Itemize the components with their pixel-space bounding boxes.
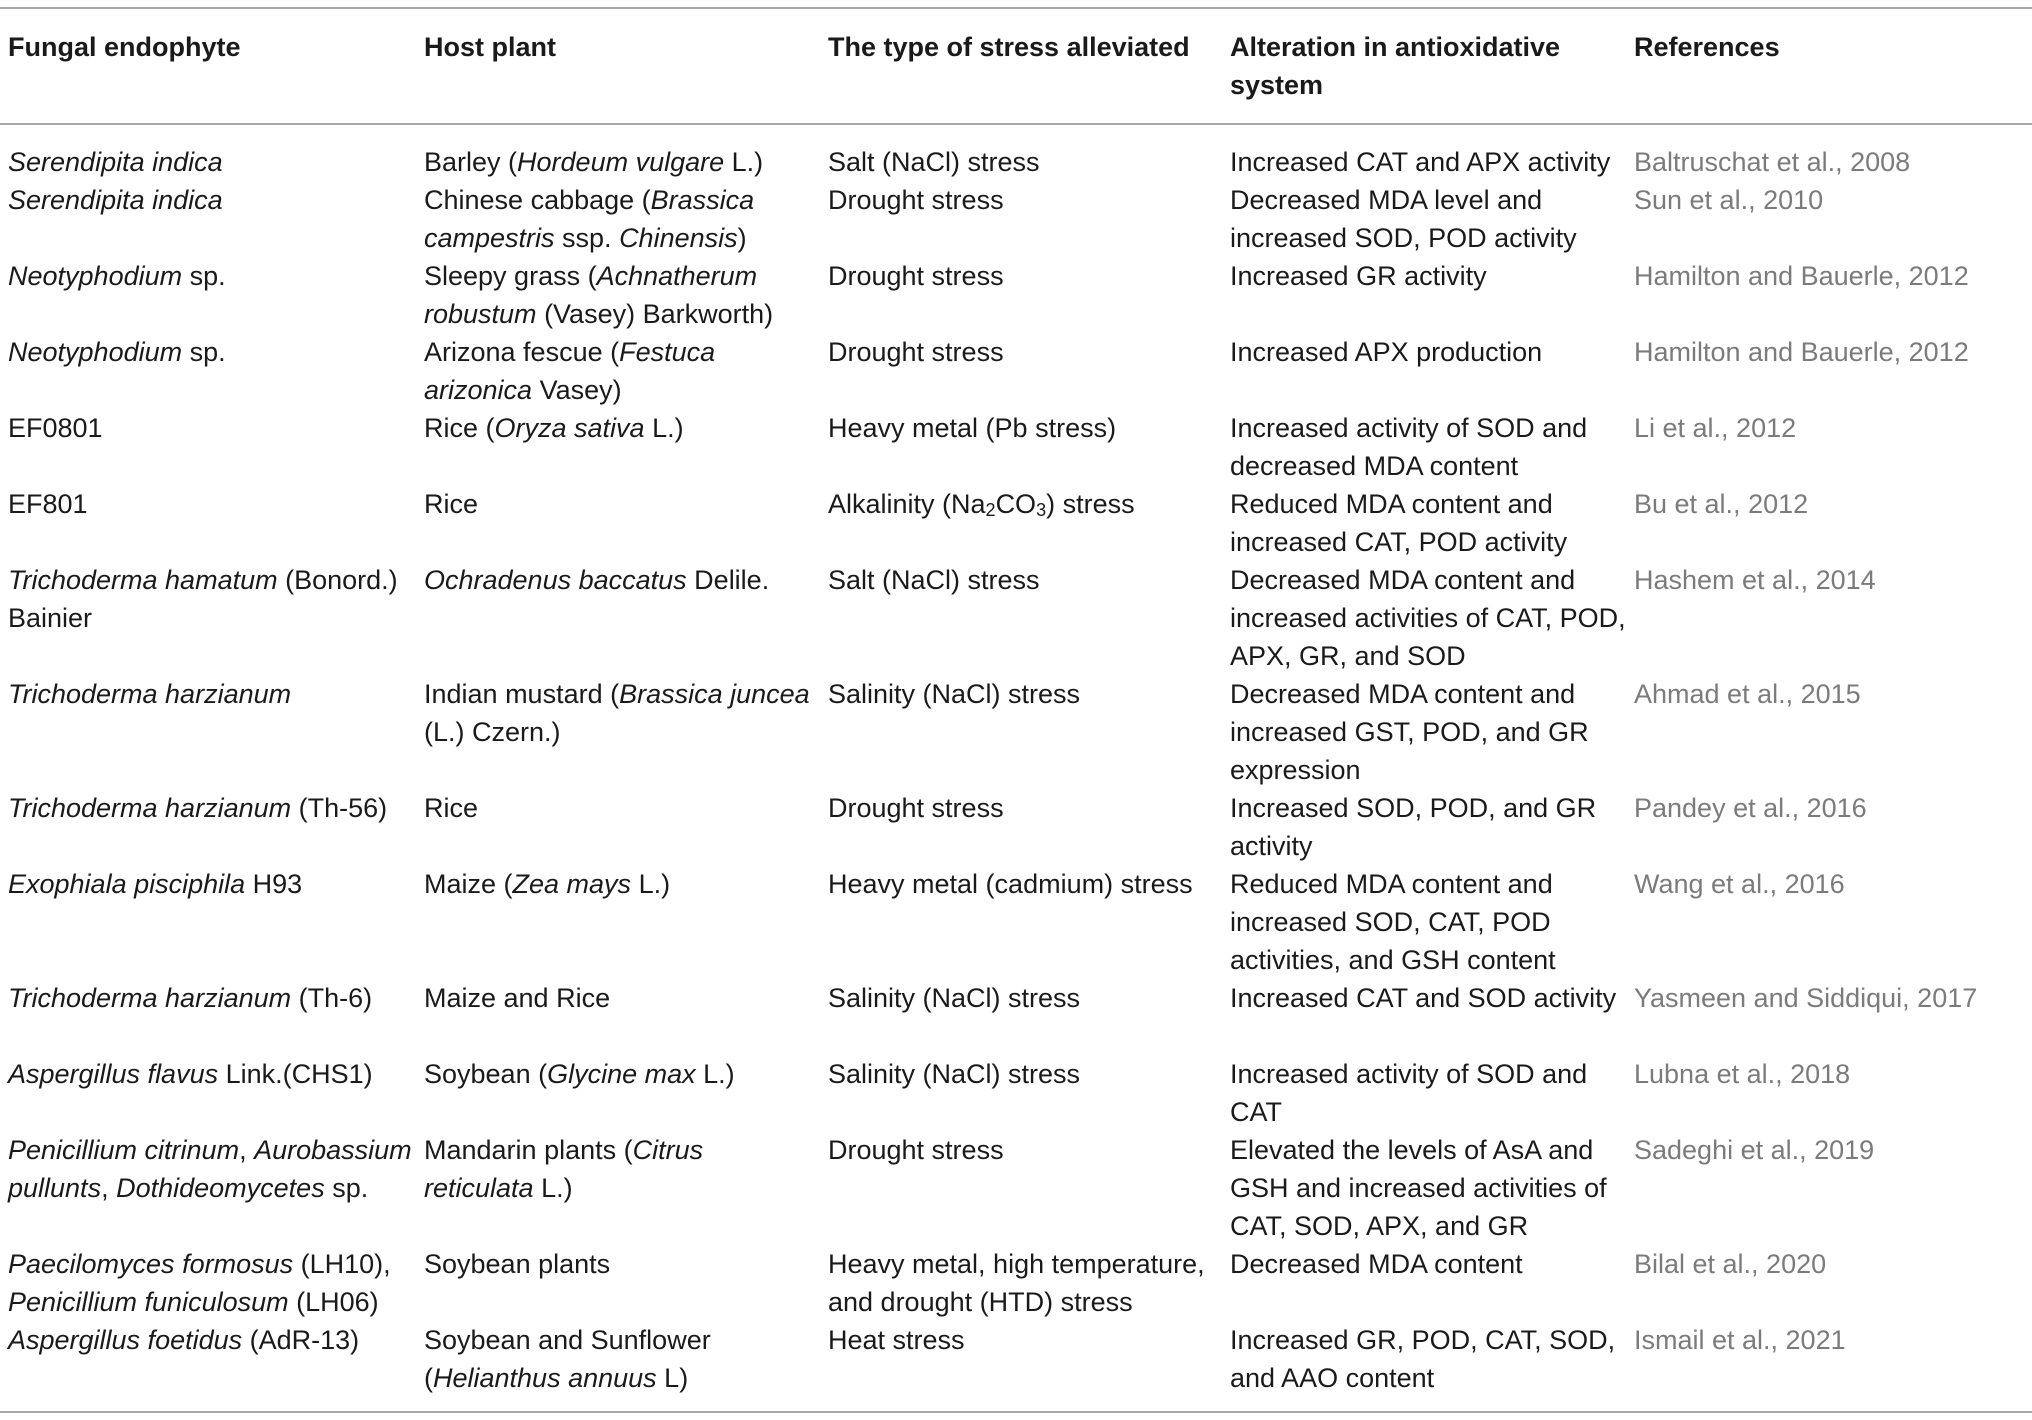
cell-host-plant [424,333,814,409]
cell-stress-type [828,865,1228,903]
cell-reference-link[interactable]: Hamilton and Bauerle, 2012 [1634,261,1969,291]
text-run: Arizona fescue ( [424,337,620,367]
cell-fungal-endophyte [8,789,418,827]
table-top-rule [0,7,2032,9]
cell-fungal-endophyte [8,675,418,713]
text-run: Heavy metal (cadmium) stress [828,869,1193,899]
italic-run: Hordeum vulgare [517,147,725,177]
text-run: Rice [424,489,479,519]
text-run: Heat stress [828,1325,965,1355]
cell-reference-link[interactable]: Yasmeen and Siddiqui, 2017 [1634,983,1978,1013]
cell-host-plant [424,1245,814,1283]
cell-antioxidative-alteration: Increased APX production [1230,337,1543,367]
cell-antioxidative-alteration: Elevated the levels of AsA and GSH and increased activities of CAT, SOD, APX, and GR [1230,1135,1607,1241]
table-bottom-rule [0,1411,2032,1413]
text-run: Salinity (NaCl) stress [828,1059,1081,1089]
italic-run: Paecilomyces formosus [8,1249,294,1279]
cell-stress-type [828,1055,1228,1093]
cell-stress-type [828,143,1228,181]
text-run: H93 [245,869,303,899]
italic-run: Citrus reticulata [424,1135,704,1203]
cell-host-plant [424,257,814,333]
text-run: Salt (NaCl) stress [828,147,1040,177]
cell-stress-type [828,485,1228,523]
cell-host-plant [424,675,814,751]
text-run: Heavy metal (Pb stress) [828,413,1117,443]
italic-run: Neotyphodium [8,337,183,367]
text-run: (LH10), [293,1249,391,1279]
cell-host-plant [424,865,814,903]
text-run: Soybean and Sunflower ( [424,1325,711,1393]
cell-antioxidative-alteration: Decreased MDA level and increased SOD, POD activity [1230,185,1577,253]
cell-fungal-endophyte [8,1245,418,1321]
cell-fungal-endophyte [8,333,418,371]
cell-antioxidative-alteration: Decreased MDA content [1230,1249,1523,1279]
cell-stress-type [828,181,1228,219]
text-run: Maize and Rice [424,983,611,1013]
header-host-plant: Host plant [424,32,556,62]
cell-reference-link[interactable]: Bu et al., 2012 [1634,489,1809,519]
cell-reference-link[interactable]: Pandey et al., 2016 [1634,793,1867,823]
italic-run: Aspergillus flavus [8,1059,219,1089]
italic-run: Penicillium funiculosum [8,1287,289,1317]
text-run: Maize ( [424,869,513,899]
italic-run: Brassica campestris [424,185,755,253]
cell-reference-link[interactable]: Hamilton and Bauerle, 2012 [1634,337,1969,367]
cell-host-plant [424,181,814,257]
cell-reference-link[interactable]: Hashem et al., 2014 [1634,565,1876,595]
italic-run: Penicillium citrinum [8,1135,240,1165]
cell-stress-type [828,561,1228,599]
cell-antioxidative-alteration: Reduced MDA content and increased SOD, CAT, POD activities, and GSH content [1230,869,1556,975]
text-run: Barley ( [424,147,518,177]
text-run: L.) [724,147,764,177]
cell-reference-link[interactable]: Bilal et al., 2020 [1634,1249,1827,1279]
text-run: (LH06) [288,1287,379,1317]
cell-reference-link[interactable]: Ismail et al., 2021 [1634,1325,1846,1355]
cell-stress-type [828,409,1228,447]
cell-host-plant [424,1131,814,1207]
cell-host-plant [424,143,814,181]
italic-run: Oryza sativa [494,413,645,443]
text-run: ) [737,223,747,253]
text-run: sp. [182,261,226,291]
cell-fungal-endophyte [8,979,418,1017]
text-run: Soybean plants [424,1249,611,1279]
header-stress-type: The type of stress alleviated [828,32,1190,62]
text-run: EF801 [8,489,88,519]
cell-antioxidative-alteration: Increased SOD, POD, and GR activity [1230,793,1597,861]
text-run: ssp. [554,223,620,253]
cell-antioxidative-alteration: Increased activity of SOD and decreased MDA content [1230,413,1588,481]
text-run: L.) [644,413,684,443]
text-run: , [101,1173,117,1203]
text-run: L) [656,1363,689,1393]
cell-reference-link[interactable]: Wang et al., 2016 [1634,869,1845,899]
cell-host-plant [424,789,814,827]
italic-run: Neotyphodium [8,261,183,291]
italic-run: Aspergillus foetidus [8,1325,243,1355]
italic-run: Zea mays [512,869,632,899]
cell-antioxidative-alteration: Increased GR activity [1230,261,1487,291]
text-run: (Vasey) Barkworth) [536,299,774,329]
cell-host-plant [424,979,814,1017]
text-run: Rice ( [424,413,495,443]
text-run: sp. [324,1173,369,1203]
text-run: Salinity (NaCl) stress [828,983,1081,1013]
cell-antioxidative-alteration: Decreased MDA content and increased GST, POD, and GR expression [1230,679,1589,785]
text-run: L.) [631,869,671,899]
cell-stress-type [828,979,1228,1017]
text-run: (AdR-13) [242,1325,360,1355]
text-run: Drought stress [828,337,1004,367]
cell-fungal-endophyte [8,181,418,219]
text-run: Sleepy grass ( [424,261,597,291]
cell-fungal-endophyte [8,485,418,523]
text-run: (L.) Czern.) [424,717,561,747]
cell-antioxidative-alteration: Reduced MDA content and increased CAT, POD activity [1230,489,1568,557]
cell-reference-link[interactable]: Lubna et al., 2018 [1634,1059,1851,1089]
cell-antioxidative-alteration: Increased GR, POD, CAT, SOD, and AAO content [1230,1325,1616,1393]
cell-fungal-endophyte [8,1321,418,1359]
cell-host-plant [424,485,814,523]
header-references: References [1634,32,1780,62]
italic-run: Glycine max [547,1059,696,1089]
italic-run: Achnatherum robustum [424,261,758,329]
italic-run: Chinensis [619,223,738,253]
table-header-rule [0,123,2032,125]
text-run: Heavy metal, high temperature, and drought (HTD) stress [828,1249,1205,1317]
italic-run: Helianthus annuus [433,1363,657,1393]
text-run: (Th-56) [291,793,388,823]
text-run: Chinese cabbage ( [424,185,651,215]
cell-host-plant [424,561,814,599]
text-run: ) stress [1046,489,1135,519]
italic-run: Trichoderma harzianum [8,983,292,1013]
cell-stress-type [828,1131,1228,1169]
cell-reference-link[interactable]: Ahmad et al., 2015 [1634,679,1861,709]
text-run: (Bonord.) Bainier [8,565,398,633]
subscript-run: 2 [985,500,996,520]
cell-reference-link[interactable]: Li et al., 2012 [1634,413,1797,443]
cell-stress-type [828,1321,1228,1359]
italic-run: Serendipita indica [8,185,223,215]
text-run: Soybean ( [424,1059,548,1089]
cell-antioxidative-alteration: Increased CAT and APX activity [1230,147,1611,177]
italic-run: Trichoderma harzianum [8,679,292,709]
text-run: Drought stress [828,793,1004,823]
text-run: Indian mustard ( [424,679,620,709]
text-run: Alkalinity (Na [828,489,986,519]
text-run: L.) [695,1059,735,1089]
cell-reference-link[interactable]: Baltruschat et al., 2008 [1634,147,1911,177]
text-run: CO [995,489,1037,519]
cell-reference-link[interactable]: Sun et al., 2010 [1634,185,1824,215]
cell-stress-type [828,257,1228,295]
cell-host-plant [424,1321,814,1397]
text-run: Vasey) [532,375,622,405]
text-run: EF0801 [8,413,103,443]
cell-fungal-endophyte [8,257,418,295]
text-run: Delile. [686,565,770,595]
cell-fungal-endophyte [8,1131,418,1207]
text-run: Link.(CHS1) [218,1059,373,1089]
cell-stress-type [828,675,1228,713]
text-run: (Th-6) [291,983,373,1013]
cell-fungal-endophyte [8,143,418,181]
text-run: Salt (NaCl) stress [828,565,1040,595]
text-run: L.) [533,1173,573,1203]
italic-run: Trichoderma harzianum [8,793,292,823]
text-run: Rice [424,793,479,823]
text-run: Drought stress [828,185,1004,215]
cell-antioxidative-alteration: Increased activity of SOD and CAT [1230,1059,1588,1127]
text-run: Drought stress [828,261,1004,291]
text-run: Salinity (NaCl) stress [828,679,1081,709]
cell-stress-type [828,333,1228,371]
italic-run: Dothideomycetes [116,1173,325,1203]
italic-run: Festuca arizonica [424,337,716,405]
cell-stress-type [828,789,1228,827]
cell-antioxidative-alteration: Increased CAT and SOD activity [1230,983,1617,1013]
cell-fungal-endophyte [8,561,418,637]
text-run: , [239,1135,255,1165]
text-run: sp. [182,337,226,367]
italic-run: Brassica juncea [619,679,810,709]
cell-reference-link[interactable]: Sadeghi et al., 2019 [1634,1135,1875,1165]
cell-host-plant [424,1055,814,1093]
italic-run: Trichoderma hamatum [8,565,278,595]
text-run: Mandarin plants ( [424,1135,633,1165]
text-run: Drought stress [828,1135,1004,1165]
cell-fungal-endophyte [8,865,418,903]
header-antioxidative-alteration: Alteration in antioxidative system [1230,32,1561,100]
italic-run: Exophiala pisciphila [8,869,246,899]
subscript-run: 3 [1036,500,1047,520]
cell-fungal-endophyte [8,1055,418,1093]
header-fungal-endophyte: Fungal endophyte [8,32,241,62]
cell-host-plant [424,409,814,447]
italic-run: Ochradenus baccatus [424,565,687,595]
cell-stress-type [828,1245,1228,1321]
cell-fungal-endophyte [8,409,418,447]
italic-run: Aurobassium pullunts [8,1135,412,1203]
italic-run: Serendipita indica [8,147,223,177]
cell-antioxidative-alteration: Decreased MDA content and increased activities of CAT, POD, APX, GR, and SOD [1230,565,1626,671]
